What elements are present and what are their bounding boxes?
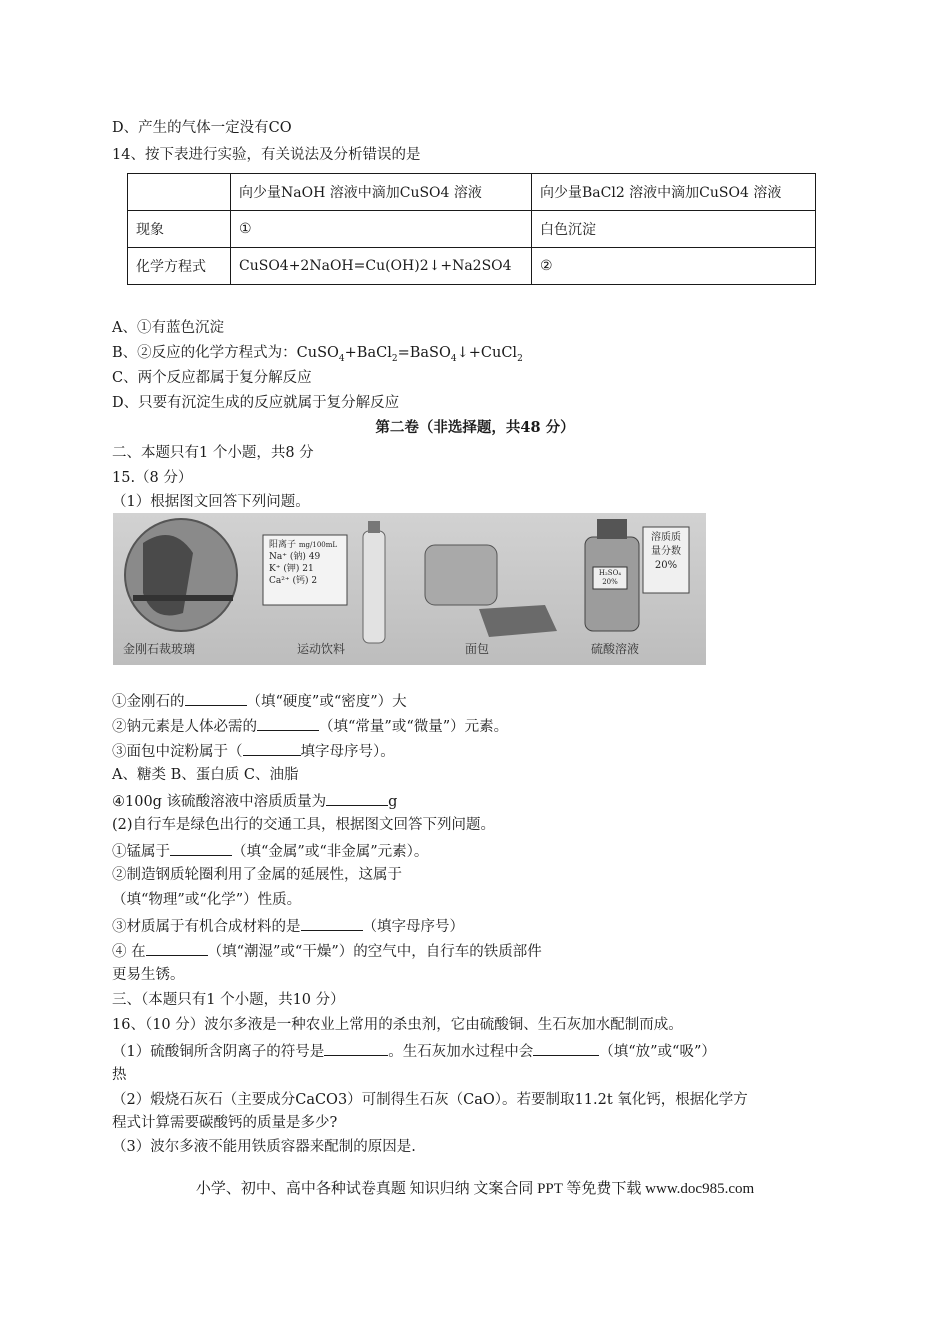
- text: 填字母序号）。: [300, 744, 395, 760]
- answer-blank[interactable]: [170, 840, 232, 856]
- q15-sub2-item2: ②制造钢质轮圈利用了金属的延展性，这属于: [112, 867, 402, 883]
- text: （填“金属”或“非金属”元素）。: [232, 844, 429, 860]
- q14-option-a: A、①有蓝色沉淀: [112, 320, 224, 336]
- q14-stem: 14、按下表进行实验，有关说法及分析错误的是: [112, 147, 421, 163]
- text: （填“硬度”或“密度”）大: [246, 694, 407, 710]
- option-b-text: =BaSO: [397, 345, 451, 361]
- bottle-tag: H₂SO₄ 20%: [598, 569, 622, 586]
- table-cell: CuSO4+2NaOH=Cu(OH)2↓+Na2SO4: [231, 248, 532, 285]
- table-header-bacl2: 向少量BaCl2 溶液中滴加CuSO4 溶液: [532, 174, 816, 211]
- answer-blank[interactable]: [185, 690, 247, 706]
- q16-part2: （2）煅烧石灰石（主要成分CaCO3）可制得生石灰（CaO）。若要制取11.2t 氧化钙，根据化学方: [112, 1092, 748, 1108]
- part3-header: 三、（本题只有1 个小题，共10 分）: [112, 992, 345, 1008]
- table-row: [128, 174, 816, 211]
- text: ①锰属于: [112, 844, 170, 860]
- section2-title: 第二卷（非选择题，共48 分）: [375, 419, 575, 436]
- photo-label-drink: 运动饮料: [297, 642, 346, 656]
- text: ③材质属于有机合成材料的是: [112, 919, 301, 935]
- table-row: [128, 211, 816, 248]
- q16-part2-cont: 程式计算需要碳酸钙的质量是多少?: [112, 1115, 338, 1131]
- q15-sub2-item4: [112, 940, 542, 962]
- table-cell: ①: [231, 211, 532, 248]
- q15-sub2-item3: [112, 915, 464, 937]
- text: ③面包中淀粉属于（: [112, 744, 243, 760]
- answer-blank[interactable]: [533, 1040, 599, 1056]
- q15-item4: [112, 790, 397, 812]
- text: （填“常量”或“微量”）元素。: [319, 719, 509, 735]
- q15-sub1-intro: （1）根据图文回答下列问题。: [112, 494, 310, 510]
- drink-label-ion: Ca²⁺ (钙) 2: [269, 576, 318, 586]
- photo-label-acid: 硫酸溶液: [591, 642, 640, 656]
- part2-header: 二、本题只有1 个小题，共8 分: [112, 445, 314, 461]
- drink-label-unit: mg/100mL: [298, 541, 338, 549]
- q13-option-d: D、产生的气体一定没有CO: [112, 120, 292, 136]
- drink-label-title: 阳离子: [269, 540, 297, 550]
- q16-part3: （3）波尔多液不能用铁质容器来配制的原因是.: [112, 1139, 416, 1155]
- text: ②钠元素是人体必需的: [112, 719, 257, 735]
- answer-blank[interactable]: [324, 1040, 388, 1056]
- q15-item3-options: A、糖类 B、蛋白质 C、油脂: [112, 767, 299, 783]
- drink-label-ion: Na⁺ (钠) 49: [269, 552, 321, 562]
- q15-number: 15.（8 分）: [112, 470, 193, 486]
- table-cell-empty: [128, 174, 231, 211]
- table-header-naoh: 向少量NaOH 溶液中滴加CuSO4 溶液: [231, 174, 532, 211]
- drink-nutrition-label: [269, 539, 337, 587]
- text: ④100g 该硫酸溶液中溶质质量为: [112, 794, 327, 810]
- subscript: 2: [391, 353, 398, 364]
- q15-sub2-item2-cont: （填“物理”或“化学”）性质。: [112, 892, 302, 908]
- answer-blank[interactable]: [243, 740, 301, 756]
- q15-item3: [112, 740, 395, 762]
- drink-label-ion: K⁺ (钾) 21: [269, 564, 314, 574]
- table-row-label: 化学方程式: [128, 248, 231, 285]
- table-cell: ②: [532, 248, 816, 285]
- q15-sub2-intro: (2)自行车是绿色出行的交通工具，根据图文回答下列问题。: [112, 817, 496, 833]
- text: （填字母序号）: [362, 919, 464, 935]
- option-b-text: ↓+CuCl: [456, 345, 518, 361]
- text: ④ 在: [112, 944, 146, 960]
- subscript: 2: [517, 353, 523, 364]
- text: （1）硫酸铜所含阴离子的符号是: [112, 1044, 325, 1060]
- answer-blank[interactable]: [257, 715, 319, 731]
- q16-stem: 16、（10 分）波尔多液是一种农业上常用的杀虫剂，它由硫酸铜、生石灰加水配制而成。: [112, 1017, 683, 1033]
- q15-photo: [113, 513, 706, 665]
- subscript: 4: [338, 353, 345, 364]
- bottle-card: 溶质质量分数20%: [651, 532, 681, 571]
- q14-table: [127, 173, 816, 285]
- photo-label-bread: 面包: [465, 642, 490, 656]
- photo-label-diamond: 金刚石裁玻璃: [123, 642, 196, 656]
- answer-blank[interactable]: [301, 915, 363, 931]
- table-cell: 白色沉淀: [532, 211, 816, 248]
- q16-part1-cont: 热: [112, 1067, 127, 1083]
- subscript: 4: [450, 353, 457, 364]
- q14-option-c: C、两个反应都属于复分解反应: [112, 370, 312, 386]
- answer-blank[interactable]: [326, 790, 388, 806]
- text: （填“放”或“吸”）: [599, 1044, 716, 1060]
- text: g: [388, 794, 398, 810]
- text: （填“潮湿”或“干燥”）的空气中，自行车的铁质部件: [207, 944, 542, 960]
- q15-sub2-item4-cont: 更易生锈。: [112, 967, 185, 983]
- q14-option-d: D、只要有沉淀生成的反应就属于复分解反应: [112, 395, 400, 411]
- option-b-text: +BaCl: [344, 345, 392, 361]
- q14-option-b: [112, 343, 523, 369]
- answer-blank[interactable]: [146, 940, 208, 956]
- q15-item2: [112, 715, 508, 737]
- q15-sub2-item1: [112, 840, 428, 862]
- text: 。生石灰加水过程中会: [388, 1044, 534, 1060]
- table-row: [128, 248, 816, 285]
- text: ①金刚石的: [112, 694, 185, 710]
- q15-item1: [112, 690, 407, 712]
- q16-part1: [112, 1040, 716, 1062]
- option-b-text: B、②反应的化学方程式为：CuSO: [112, 345, 339, 361]
- table-row-label: 现象: [128, 211, 231, 248]
- page-footer: 小学、初中、高中各种试卷真题 知识归纳 文案合同 PPT 等免费下载 www.doc985.com: [195, 1181, 755, 1197]
